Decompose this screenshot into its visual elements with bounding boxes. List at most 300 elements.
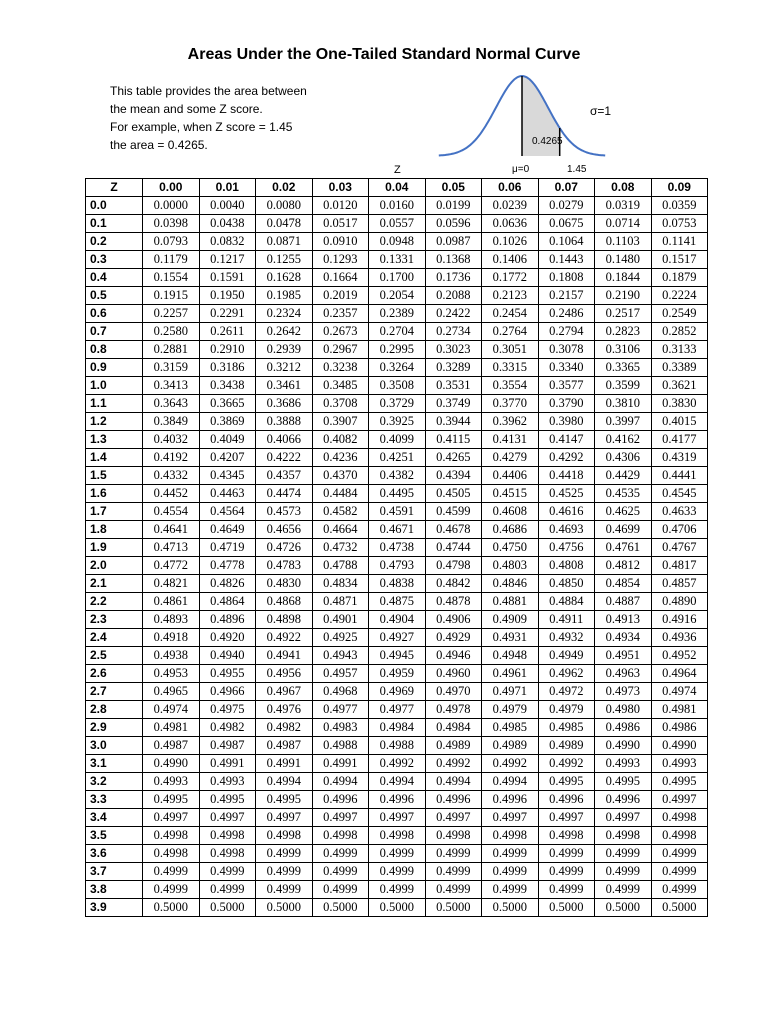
table-cell: 0.4177 xyxy=(651,431,708,449)
table-cell: 0.4997 xyxy=(312,809,369,827)
table-cell: 0.4988 xyxy=(312,737,369,755)
table-cell: 0.4948 xyxy=(482,647,539,665)
table-cell: 0.4693 xyxy=(538,521,595,539)
table-row xyxy=(86,395,708,413)
table-cell: 0.4998 xyxy=(143,845,200,863)
table-cell: 0.4505 xyxy=(425,485,482,503)
table-cell: 0.4750 xyxy=(482,539,539,557)
table-cell: 0.4978 xyxy=(425,701,482,719)
table-cell: 0.1517 xyxy=(651,251,708,269)
table-cell: 0.3599 xyxy=(595,377,652,395)
table-cell: 0.4940 xyxy=(199,647,256,665)
table-cell: 0.4974 xyxy=(143,701,200,719)
table-cell: 0.4987 xyxy=(199,737,256,755)
table-cell: 0.3438 xyxy=(199,377,256,395)
table-cell: 0.0199 xyxy=(425,197,482,215)
table-cell: 0.1844 xyxy=(595,269,652,287)
table-cell: 0.4429 xyxy=(595,467,652,485)
table-row xyxy=(86,773,708,791)
table-cell: 0.4997 xyxy=(256,809,313,827)
page-title: Areas Under the One-Tailed Standard Normal Curve xyxy=(187,46,581,63)
table-cell: 0.4699 xyxy=(595,521,652,539)
table-cell: 0.4929 xyxy=(425,629,482,647)
table-cell: 0.4999 xyxy=(651,845,708,863)
table-cell: 0.0832 xyxy=(199,233,256,251)
table-cell: 0.3849 xyxy=(143,413,200,431)
table-cell: 0.4931 xyxy=(482,629,539,647)
table-cell: 0.3461 xyxy=(256,377,313,395)
table-cell: 0.4968 xyxy=(312,683,369,701)
table-cell: 0.3962 xyxy=(482,413,539,431)
table-cell: 0.4994 xyxy=(425,773,482,791)
table-cell: 0.5000 xyxy=(143,899,200,917)
table-cell: 0.4625 xyxy=(595,503,652,521)
table-cell: 0.3315 xyxy=(482,359,539,377)
table-row xyxy=(86,431,708,449)
table-cell: 0.4761 xyxy=(595,539,652,557)
table-cell: 0.4992 xyxy=(482,755,539,773)
table-cell: 0.1808 xyxy=(538,269,595,287)
table-cell: 0.4015 xyxy=(651,413,708,431)
table-cell: 0.4982 xyxy=(199,719,256,737)
table-cell: 0.0793 xyxy=(143,233,200,251)
table-cell: 0.4999 xyxy=(651,881,708,899)
table-cell: 0.1480 xyxy=(595,251,652,269)
table-cell: 0.4719 xyxy=(199,539,256,557)
table-cell: 0.5000 xyxy=(425,899,482,917)
intro-text xyxy=(110,82,350,154)
table-cell: 0.2517 xyxy=(595,305,652,323)
table-cell: 0.4967 xyxy=(256,683,313,701)
table-cell: 0.4772 xyxy=(143,557,200,575)
table-row xyxy=(86,611,708,629)
table-cell: 0.1950 xyxy=(199,287,256,305)
table-cell: 0.4564 xyxy=(199,503,256,521)
row-z-value: 0.8 xyxy=(86,341,143,359)
table-cell: 0.4898 xyxy=(256,611,313,629)
table-cell: 0.4981 xyxy=(143,719,200,737)
table-cell: 0.4960 xyxy=(425,665,482,683)
row-z-value: 2.9 xyxy=(86,719,143,737)
table-cell: 0.4984 xyxy=(425,719,482,737)
table-cell: 0.4394 xyxy=(425,467,482,485)
table-cell: 0.1700 xyxy=(369,269,426,287)
table-cell: 0.2190 xyxy=(595,287,652,305)
table-cell: 0.2157 xyxy=(538,287,595,305)
table-cell: 0.2224 xyxy=(651,287,708,305)
table-row xyxy=(86,305,708,323)
table-cell: 0.4989 xyxy=(425,737,482,755)
table-cell: 0.4906 xyxy=(425,611,482,629)
table-cell: 0.4131 xyxy=(482,431,539,449)
table-cell: 0.4986 xyxy=(651,719,708,737)
table-row xyxy=(86,485,708,503)
table-cell: 0.4966 xyxy=(199,683,256,701)
table-cell: 0.4963 xyxy=(595,665,652,683)
table-cell: 0.4991 xyxy=(256,755,313,773)
table-cell: 0.4995 xyxy=(256,791,313,809)
table-cell: 0.4999 xyxy=(312,845,369,863)
table-cell: 0.0359 xyxy=(651,197,708,215)
table-row xyxy=(86,233,708,251)
row-z-value: 1.9 xyxy=(86,539,143,557)
table-cell: 0.1255 xyxy=(256,251,313,269)
table-cell: 0.4990 xyxy=(651,737,708,755)
table-cell: 0.1406 xyxy=(482,251,539,269)
table-cell: 0.5000 xyxy=(651,899,708,917)
table-cell: 0.4980 xyxy=(595,701,652,719)
table-cell: 0.3531 xyxy=(425,377,482,395)
table-cell: 0.4890 xyxy=(651,593,708,611)
table-row xyxy=(86,521,708,539)
table-cell: 0.1026 xyxy=(482,233,539,251)
table-cell: 0.0987 xyxy=(425,233,482,251)
table-cell: 0.4997 xyxy=(199,809,256,827)
table-cell: 0.1664 xyxy=(312,269,369,287)
table-cell: 0.4778 xyxy=(199,557,256,575)
table-cell: 0.4998 xyxy=(425,827,482,845)
table-cell: 0.0398 xyxy=(143,215,200,233)
table-cell: 0.4997 xyxy=(595,809,652,827)
table-cell: 0.4082 xyxy=(312,431,369,449)
table-cell: 0.4988 xyxy=(369,737,426,755)
table-cell: 0.3238 xyxy=(312,359,369,377)
row-z-value: 2.5 xyxy=(86,647,143,665)
table-cell: 0.4957 xyxy=(312,665,369,683)
table-cell: 0.4162 xyxy=(595,431,652,449)
table-cell: 0.4996 xyxy=(425,791,482,809)
table-cell: 0.4998 xyxy=(595,827,652,845)
column-header: 0.09 xyxy=(651,179,708,197)
table-cell: 0.0910 xyxy=(312,233,369,251)
table-cell: 0.2549 xyxy=(651,305,708,323)
table-cell: 0.4904 xyxy=(369,611,426,629)
row-z-value: 3.7 xyxy=(86,863,143,881)
table-cell: 0.4678 xyxy=(425,521,482,539)
table-cell: 0.4192 xyxy=(143,449,200,467)
table-cell: 0.4996 xyxy=(369,791,426,809)
table-cell: 0.1064 xyxy=(538,233,595,251)
row-z-value: 1.8 xyxy=(86,521,143,539)
row-z-value: 0.7 xyxy=(86,323,143,341)
table-cell: 0.4909 xyxy=(482,611,539,629)
table-cell: 0.4738 xyxy=(369,539,426,557)
table-cell: 0.5000 xyxy=(199,899,256,917)
table-cell: 0.1915 xyxy=(143,287,200,305)
table-cell: 0.4821 xyxy=(143,575,200,593)
row-z-value: 1.7 xyxy=(86,503,143,521)
table-cell: 0.2611 xyxy=(199,323,256,341)
table-cell: 0.4997 xyxy=(651,791,708,809)
table-cell: 0.4803 xyxy=(482,557,539,575)
table-cell: 0.4996 xyxy=(312,791,369,809)
table-cell: 0.4842 xyxy=(425,575,482,593)
row-z-value: 3.4 xyxy=(86,809,143,827)
table-cell: 0.0239 xyxy=(482,197,539,215)
table-cell: 0.3186 xyxy=(199,359,256,377)
table-cell: 0.4345 xyxy=(199,467,256,485)
table-row xyxy=(86,701,708,719)
table-cell: 0.4977 xyxy=(369,701,426,719)
table-cell: 0.4525 xyxy=(538,485,595,503)
table-row xyxy=(86,845,708,863)
table-cell: 0.5000 xyxy=(538,899,595,917)
table-cell: 0.4996 xyxy=(538,791,595,809)
table-cell: 0.4406 xyxy=(482,467,539,485)
table-cell: 0.4975 xyxy=(199,701,256,719)
table-cell: 0.2939 xyxy=(256,341,313,359)
table-cell: 0.1103 xyxy=(595,233,652,251)
table-cell: 0.4608 xyxy=(482,503,539,521)
row-z-value: 0.5 xyxy=(86,287,143,305)
table-cell: 0.2357 xyxy=(312,305,369,323)
table-cell: 0.3340 xyxy=(538,359,595,377)
table-row xyxy=(86,215,708,233)
row-z-value: 1.4 xyxy=(86,449,143,467)
table-cell: 0.4999 xyxy=(312,881,369,899)
table-cell: 0.4990 xyxy=(143,755,200,773)
table-cell: 0.1628 xyxy=(256,269,313,287)
table-row xyxy=(86,863,708,881)
table-cell: 0.4999 xyxy=(369,845,426,863)
table-cell: 0.4713 xyxy=(143,539,200,557)
table-cell: 0.4992 xyxy=(425,755,482,773)
table-cell: 0.4997 xyxy=(425,809,482,827)
table-cell: 0.4998 xyxy=(199,827,256,845)
table-row xyxy=(86,809,708,827)
table-cell: 0.4941 xyxy=(256,647,313,665)
table-cell: 0.4236 xyxy=(312,449,369,467)
table-cell: 0.3023 xyxy=(425,341,482,359)
table-cell: 0.4896 xyxy=(199,611,256,629)
table-cell: 0.4951 xyxy=(595,647,652,665)
table-cell: 0.2291 xyxy=(199,305,256,323)
table-cell: 0.3577 xyxy=(538,377,595,395)
table-cell: 0.2389 xyxy=(369,305,426,323)
table-cell: 0.3413 xyxy=(143,377,200,395)
table-cell: 0.3925 xyxy=(369,413,426,431)
table-cell: 0.4985 xyxy=(482,719,539,737)
table-cell: 0.4993 xyxy=(143,773,200,791)
table-row xyxy=(86,359,708,377)
table-row xyxy=(86,755,708,773)
table-cell: 0.2454 xyxy=(482,305,539,323)
table-cell: 0.4927 xyxy=(369,629,426,647)
table-cell: 0.4495 xyxy=(369,485,426,503)
table-cell: 0.0753 xyxy=(651,215,708,233)
table-cell: 0.4332 xyxy=(143,467,200,485)
table-cell: 0.4726 xyxy=(256,539,313,557)
table-cell: 0.4881 xyxy=(482,593,539,611)
table-cell: 0.3830 xyxy=(651,395,708,413)
table-cell: 0.4999 xyxy=(595,863,652,881)
table-cell: 0.4686 xyxy=(482,521,539,539)
table-cell: 0.0478 xyxy=(256,215,313,233)
table-cell: 0.3810 xyxy=(595,395,652,413)
table-cell: 0.4997 xyxy=(369,809,426,827)
table-cell: 0.4641 xyxy=(143,521,200,539)
table-cell: 0.4972 xyxy=(538,683,595,701)
table-cell: 0.3051 xyxy=(482,341,539,359)
table-cell: 0.4992 xyxy=(369,755,426,773)
table-cell: 0.4977 xyxy=(312,701,369,719)
table-cell: 0.0871 xyxy=(256,233,313,251)
row-z-value: 1.0 xyxy=(86,377,143,395)
table-cell: 0.4999 xyxy=(538,845,595,863)
table-cell: 0.1443 xyxy=(538,251,595,269)
row-z-value: 0.3 xyxy=(86,251,143,269)
table-cell: 0.4979 xyxy=(538,701,595,719)
row-z-value: 0.4 xyxy=(86,269,143,287)
table-cell: 0.4973 xyxy=(595,683,652,701)
table-cell: 0.4985 xyxy=(538,719,595,737)
table-cell: 0.4994 xyxy=(369,773,426,791)
table-cell: 0.4999 xyxy=(482,881,539,899)
column-header: 0.00 xyxy=(143,179,200,197)
table-cell: 0.5000 xyxy=(482,899,539,917)
table-cell: 0.4943 xyxy=(312,647,369,665)
table-cell: 0.4987 xyxy=(143,737,200,755)
table-cell: 0.4599 xyxy=(425,503,482,521)
row-z-value: 0.9 xyxy=(86,359,143,377)
table-cell: 0.4952 xyxy=(651,647,708,665)
table-cell: 0.4993 xyxy=(595,755,652,773)
table-cell: 0.4995 xyxy=(199,791,256,809)
table-cell: 0.4986 xyxy=(595,719,652,737)
table-cell: 0.4788 xyxy=(312,557,369,575)
table-cell: 0.4998 xyxy=(482,827,539,845)
table-cell: 0.4982 xyxy=(256,719,313,737)
table-cell: 0.3997 xyxy=(595,413,652,431)
table-cell: 0.2734 xyxy=(425,323,482,341)
table-row xyxy=(86,467,708,485)
table-cell: 0.3389 xyxy=(651,359,708,377)
table-cell: 0.1879 xyxy=(651,269,708,287)
table-cell: 0.2088 xyxy=(425,287,482,305)
table-cell: 0.2486 xyxy=(538,305,595,323)
table-cell: 0.4994 xyxy=(256,773,313,791)
table-cell: 0.1772 xyxy=(482,269,539,287)
table-cell: 0.3485 xyxy=(312,377,369,395)
table-cell: 0.4744 xyxy=(425,539,482,557)
table-row xyxy=(86,665,708,683)
table-cell: 0.4857 xyxy=(651,575,708,593)
area-label: 0.4265 xyxy=(532,136,563,147)
table-cell: 0.4049 xyxy=(199,431,256,449)
table-cell: 0.4251 xyxy=(369,449,426,467)
table-cell: 0.0080 xyxy=(256,197,313,215)
column-header: 0.03 xyxy=(312,179,369,197)
table-cell: 0.4981 xyxy=(651,701,708,719)
table-cell: 0.4949 xyxy=(538,647,595,665)
sigma-label: σ=1 xyxy=(590,104,612,118)
table-cell: 0.3770 xyxy=(482,395,539,413)
table-cell: 0.5000 xyxy=(256,899,313,917)
table-cell: 0.1736 xyxy=(425,269,482,287)
z-value-label: 1.45 xyxy=(567,164,587,175)
row-z-value: 1.1 xyxy=(86,395,143,413)
intro-line: This table provides the area between xyxy=(110,84,307,98)
table-cell: 0.4292 xyxy=(538,449,595,467)
table-cell: 0.2995 xyxy=(369,341,426,359)
row-z-value: 3.2 xyxy=(86,773,143,791)
table-cell: 0.4983 xyxy=(312,719,369,737)
table-cell: 0.4999 xyxy=(538,881,595,899)
table-cell: 0.2123 xyxy=(482,287,539,305)
table-cell: 0.4573 xyxy=(256,503,313,521)
table-cell: 0.4979 xyxy=(482,701,539,719)
intro-line: the mean and some Z score. xyxy=(110,102,263,116)
row-z-value: 3.0 xyxy=(86,737,143,755)
table-cell: 0.4997 xyxy=(143,809,200,827)
table-row xyxy=(86,737,708,755)
table-row xyxy=(86,377,708,395)
table-cell: 0.4959 xyxy=(369,665,426,683)
table-cell: 0.3888 xyxy=(256,413,313,431)
table-cell: 0.4996 xyxy=(482,791,539,809)
table-cell: 0.4887 xyxy=(595,593,652,611)
table-cell: 0.3944 xyxy=(425,413,482,431)
table-cell: 0.0000 xyxy=(143,197,200,215)
table-cell: 0.5000 xyxy=(369,899,426,917)
table-cell: 0.5000 xyxy=(312,899,369,917)
table-row xyxy=(86,287,708,305)
table-cell: 0.2422 xyxy=(425,305,482,323)
table-cell: 0.3980 xyxy=(538,413,595,431)
table-cell: 0.4871 xyxy=(312,593,369,611)
table-cell: 0.4911 xyxy=(538,611,595,629)
table-cell: 0.4995 xyxy=(143,791,200,809)
table-cell: 0.3508 xyxy=(369,377,426,395)
table-cell: 0.3749 xyxy=(425,395,482,413)
table-cell: 0.5000 xyxy=(595,899,652,917)
table-cell: 0.4306 xyxy=(595,449,652,467)
table-cell: 0.4998 xyxy=(538,827,595,845)
table-row xyxy=(86,593,708,611)
row-z-value: 3.6 xyxy=(86,845,143,863)
table-cell: 0.4706 xyxy=(651,521,708,539)
table-row xyxy=(86,413,708,431)
table-row xyxy=(86,629,708,647)
table-cell: 0.4987 xyxy=(256,737,313,755)
table-cell: 0.4969 xyxy=(369,683,426,701)
table-cell: 0.4955 xyxy=(199,665,256,683)
table-cell: 0.4817 xyxy=(651,557,708,575)
table-row xyxy=(86,557,708,575)
table-cell: 0.4991 xyxy=(199,755,256,773)
table-cell: 0.4998 xyxy=(199,845,256,863)
table-cell: 0.4878 xyxy=(425,593,482,611)
table-cell: 0.0596 xyxy=(425,215,482,233)
table-cell: 0.4147 xyxy=(538,431,595,449)
table-cell: 0.4992 xyxy=(538,755,595,773)
table-cell: 0.4995 xyxy=(538,773,595,791)
table-cell: 0.4998 xyxy=(651,827,708,845)
table-cell: 0.2019 xyxy=(312,287,369,305)
table-row xyxy=(86,539,708,557)
column-header: 0.01 xyxy=(199,179,256,197)
table-cell: 0.4961 xyxy=(482,665,539,683)
table-cell: 0.4995 xyxy=(595,773,652,791)
table-cell: 0.4953 xyxy=(143,665,200,683)
table-cell: 0.4370 xyxy=(312,467,369,485)
table-cell: 0.3665 xyxy=(199,395,256,413)
table-cell: 0.4998 xyxy=(143,827,200,845)
table-cell: 0.4999 xyxy=(369,863,426,881)
table-cell: 0.4893 xyxy=(143,611,200,629)
table-row xyxy=(86,647,708,665)
table-cell: 0.3264 xyxy=(369,359,426,377)
